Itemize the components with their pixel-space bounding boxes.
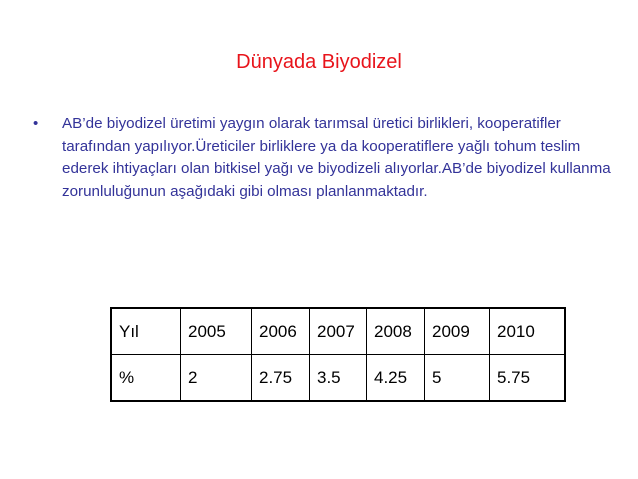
table-cell: % [111,355,181,402]
table-cell: 2 [181,355,252,402]
table-cell: 2006 [252,308,310,355]
table-cell: 5.75 [490,355,566,402]
table-cell: 2005 [181,308,252,355]
table-cell: 2008 [367,308,425,355]
table-cell: 2.75 [252,355,310,402]
table-cell: 5 [425,355,490,402]
table-cell: 4.25 [367,355,425,402]
slide-title: Dünyada Biyodizel [236,51,402,73]
biodiesel-table [110,307,566,402]
table-row-percent [111,355,565,402]
table-cell: 3.5 [310,355,367,402]
table-cell: 2007 [310,308,367,355]
table-cell: 2010 [490,308,566,355]
table-cell: 2009 [425,308,490,355]
table-row-years [111,308,565,355]
bullet-text: AB’de biyodizel üretimi yaygın olarak tarımsal üretici birlikleri, kooperatifler tarafından yapılıyor.Üreticiler birliklere ya da kooperatiflere yağlı tohum teslim ederek ihtiyaçları olan bitkisel yağı ve biyodizeli alıyorlar.AB’de biyodizel kullanma zorunluluğunun aşağıdaki gibi olması planlanmaktadır. [62,115,611,200]
bullet-marker: • [33,115,39,132]
table-cell: Yıl [111,308,181,355]
